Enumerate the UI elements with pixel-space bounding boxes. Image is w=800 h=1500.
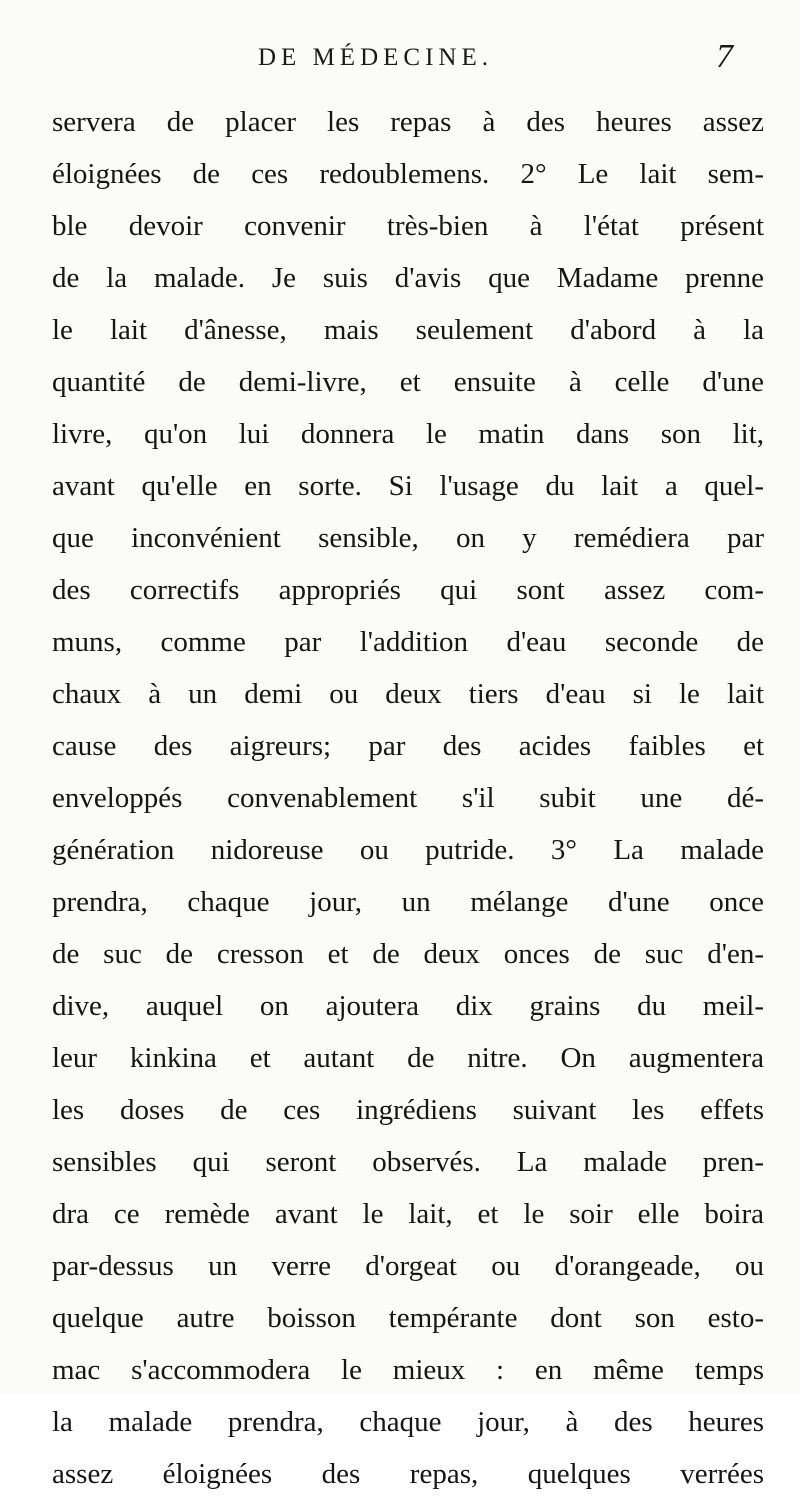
text-line: de la malade. Je suis d'avis que Madame prenne <box>52 262 764 294</box>
text-line: par-dessus un verre d'orgeat ou d'orangeade, ou <box>52 1250 764 1282</box>
text-line: la malade prendra, chaque jour, à des heures <box>52 1406 764 1438</box>
text-line: dra ce remède avant le lait, et le soir elle boira <box>52 1198 764 1230</box>
text-line: éloignées de ces redoublemens. 2° Le lait sem- <box>52 158 764 190</box>
text-line: cause des aigreurs; par des acides faibles et <box>52 730 764 762</box>
text-line: ble devoir convenir très-bien à l'état présent <box>52 210 764 242</box>
text-line: prendra, chaque jour, un mélange d'une once <box>52 886 764 918</box>
text-line: quantité de demi-livre, et ensuite à celle d'une <box>52 366 764 398</box>
text-line: livre, qu'on lui donnera le matin dans son lit, <box>52 418 764 450</box>
text-line: assez éloignées des repas, quelques verrées <box>52 1458 764 1490</box>
text-line: muns, comme par l'addition d'eau seconde de <box>52 626 764 658</box>
text-line: chaux à un demi ou deux tiers d'eau si le lait <box>52 678 764 710</box>
text-line: enveloppés convenablement s'il subit une dé- <box>52 782 764 814</box>
text-line: avant qu'elle en sorte. Si l'usage du lait a quel- <box>52 470 764 502</box>
text-line: mac s'accommodera le mieux : en même temps <box>52 1354 764 1386</box>
body-text <box>52 96 764 1500</box>
text-line: quelque autre boisson tempérante dont son esto- <box>52 1302 764 1334</box>
text-line: des correctifs appropriés qui sont assez com- <box>52 574 764 606</box>
text-line: génération nidoreuse ou putride. 3° La malade <box>52 834 764 866</box>
text-line: que inconvénient sensible, on y remédiera par <box>52 522 764 554</box>
running-head <box>0 38 800 88</box>
text-line: les doses de ces ingrédiens suivant les effets <box>52 1094 764 1126</box>
text-line: le lait d'ânesse, mais seulement d'abord à la <box>52 314 764 346</box>
text-line: de suc de cresson et de deux onces de suc d'en- <box>52 938 764 970</box>
text-line: dive, auquel on ajoutera dix grains du meil- <box>52 990 764 1022</box>
text-line: servera de placer les repas à des heures assez <box>52 106 764 138</box>
page-number: 7 <box>716 38 733 75</box>
text-line: sensibles qui seront observés. La malade pren- <box>52 1146 764 1178</box>
text-line: leur kinkina et autant de nitre. On augmentera <box>52 1042 764 1074</box>
running-title: DE MÉDECINE. <box>258 44 493 71</box>
